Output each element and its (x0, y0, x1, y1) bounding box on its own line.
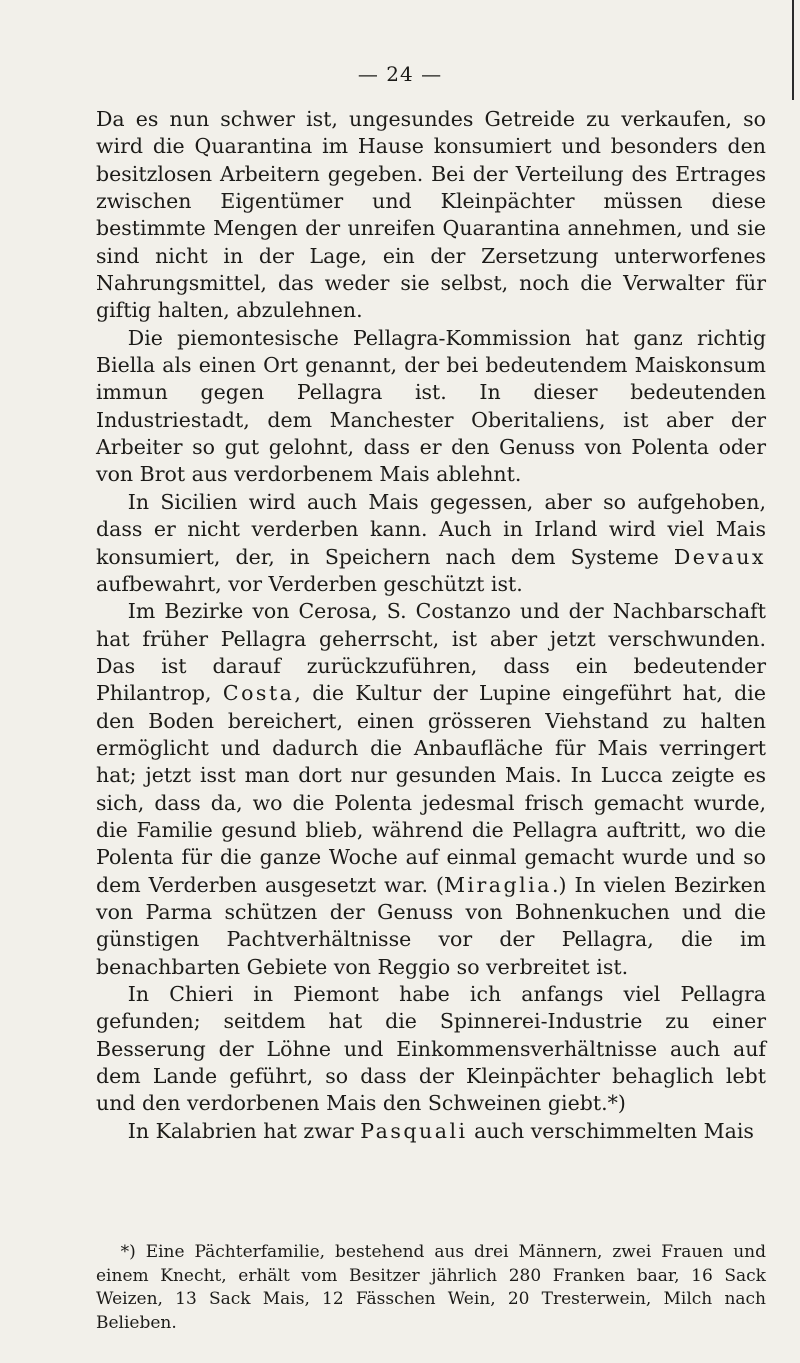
name-devaux: Devaux (673, 544, 766, 569)
name-miraglia: Miraglia (443, 872, 552, 897)
paragraph-4-text-c: .) In vielen Bezirken von Parma schützen der Genuss von Bohnenkuchen und die günstigen Pachtverhältnisse vor der Pellagra, die im benachbarten Gebiete von Reggio so verbreitet ist. (96, 872, 766, 979)
paragraph-6-text-b: auch verschimmelten Mais (467, 1118, 754, 1143)
paragraph-3-text-b: aufbewahrt, vor Verderben geschützt ist. (96, 571, 523, 596)
footnote (96, 1241, 766, 1336)
footnote-text: *) Eine Pächterfamilie, bestehend aus drei Männern, zwei Frauen und einem Knecht, erhält vom Besitzer jährlich 280 Franken baar, 16 Sack Weizen, 13 Sack Mais, 12 Fässchen Wein, 20 Tresterwein, Milch nach Belieben. (96, 1242, 766, 1334)
paragraph-6 (96, 1118, 766, 1145)
paragraph-6-text-a: In Kalabrien hat zwar (127, 1118, 361, 1143)
name-pasquali: Pasquali (360, 1118, 468, 1143)
main-text (96, 106, 766, 1145)
paragraph-4 (96, 598, 766, 981)
name-costa: Costa (222, 681, 295, 706)
paragraph-3-text-a: In Sicilien wird auch Mais gegessen, aber so aufgehoben, dass er nicht verderben kann. Auch in Irland wird viel Mais konsumiert, der, in Speichern nach dem Systeme (96, 489, 766, 569)
paragraph-3 (96, 489, 766, 598)
paragraph-4-text-b: , die Kultur der Lupine eingeführt hat, die den Boden bereichert, einen grösseren Viehstand zu halten ermöglicht und dadurch die Anbaufläche für Mais verringert hat; jetzt isst man dort nur gesunden Mais. In Lucca zeigte es sich, dass da, wo die Polenta jedesmal frisch gemacht wurde, die Familie gesund blieb, während die Pellagra auftritt, wo die Polenta für die ganze Woche auf einmal gemacht wurde und so dem Verderben ausgesetzt war. ( (96, 681, 766, 897)
paragraph-4-text-a: Im Bezirke von Cerosa, S. Costanzo und der Nachbarschaft hat früher Pellagra geherrscht, ist aber jetzt verschwunden. Das ist darauf zurückzuführen, dass ein bedeutender Philantrop, (96, 599, 766, 706)
paragraph-2: Die piemontesische Pellagra-Kommission hat ganz richtig Biella als einen Ort genannt, der bei bedeutendem Maiskonsum immun gegen Pellagra ist. In dieser bedeutenden Industriestadt, dem Manchester Oberitaliens, ist aber der Arbeiter so gut gelohnt, dass er den Genuss von Polenta oder von Brot aus verdorbenem Mais ablehnt. (96, 325, 766, 487)
paragraph-5: In Chieri in Piemont habe ich anfangs viel Pellagra gefunden; seitdem hat die Spinnerei-Industrie zu einer Besserung der Löhne und Einkommensverhältnisse auch auf dem Lande geführt, so dass der Kleinpächter behaglich lebt und den verdorbenen Mais den Schweinen giebt.*) (96, 982, 766, 1116)
paragraph-1: Da es nun schwer ist, ungesundes Getreide zu verkaufen, so wird die Quarantina im Hause konsumiert und besonders den besitzlosen Arbeitern gegeben. Bei der Verteilung des Ertrages zwischen Eigentümer und Kleinpächter müssen diese bestimmte Mengen der unreifen Quarantina annehmen, und sie sind nicht in der Lage, ein der Zersetzung unterworfenes Nahrungsmittel, das weder sie selbst, noch die Verwalter für giftig halten, abzulehnen. (96, 107, 766, 323)
page-number: — 24 — (357, 62, 443, 86)
